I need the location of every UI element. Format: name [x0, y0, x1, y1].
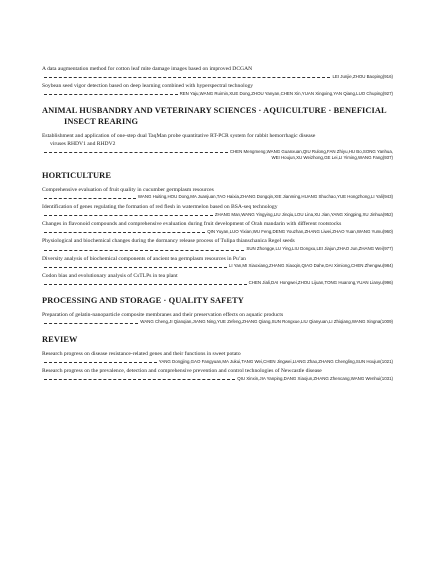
page-number: (960) [382, 228, 393, 234]
dot-leader [44, 215, 213, 216]
author-names: REN Yaju,WANG Ruimin,XUE Dong,ZHOU Yanyan,CHEN Xin,YUAN Xingxing,YAN Qiang,LUO Chuping [179, 90, 383, 96]
dot-leader [44, 379, 235, 380]
author-names: YANG Dongjing,GAO Fangyuan,MA Jukui,TANG Wei,CHEN Jingwei,LIANG Zhao,ZHANG Chengling,SUN Houjun [158, 358, 381, 364]
dot-leader [44, 198, 136, 199]
section-heading [42, 105, 393, 127]
entry-authors [42, 229, 393, 236]
entry-title: Diversity analysis of biochemical components of ancient tea germplasm resources in Pu’an [42, 255, 246, 262]
entry-authors [42, 194, 393, 201]
entry-title: Physiological and biochemical changes during the dormancy release process of Tulipa thianschanica Regel seeds [42, 238, 295, 245]
section-heading-line: HORTICULTURE [42, 170, 112, 180]
entry-authors [42, 376, 393, 383]
entry-authors [42, 212, 393, 219]
toc-entry [42, 312, 393, 326]
author-names: LI Yan,MI Xiaoxiang,ZHANG Xiaoqin,QIAO Dahe,DAI Ximiong,CHEN Zhengwu [228, 263, 383, 269]
dot-leader [44, 250, 244, 251]
dot-leader [44, 77, 330, 78]
toc-entry [42, 221, 393, 235]
toc-entry [42, 256, 393, 270]
page-number: (1009) [380, 319, 393, 325]
dot-leader [44, 362, 157, 363]
entry-title: Comprehensive evaluation of fruit quality in cucumber germplasm resources [42, 186, 214, 193]
entry-title: Identification of genes regulating the formation of red flesh in watermelon based on BSA-seq technology [42, 203, 278, 210]
toc-entry [42, 133, 393, 161]
entry-title: Research progress on disease resistance-related genes and their functions in sweet potato [42, 351, 241, 358]
toc-entry [42, 83, 393, 97]
page-number: (927) [382, 90, 393, 96]
section-heading [42, 334, 393, 345]
dot-leader [44, 232, 205, 233]
dot-leader [44, 323, 138, 324]
entry-title: A data augmentation method for cotton leaf mite damage images based on improved DCGAN [42, 66, 253, 72]
entry-title: Changes in flavonoid compounds and comprehensive evaluation during fruit development of Orah mandarin with different rootstocks [42, 221, 342, 228]
author-names: WEI Houjun,XU Weizhong,GE Lei,LI Yiming,WANG Fang [271, 155, 383, 161]
page-number: (996) [382, 280, 393, 286]
dot-leader [44, 267, 227, 268]
entry-title: Establishment and application of one-step dual TaqMan probe quantitative RT-PCR system for rabbit hemorrhagic disease [42, 133, 316, 140]
author-names: CHEN Jiali,DAI Hongwei,ZHOU Lijuan,TONG Huarong,YUAN Lianyu [248, 280, 383, 286]
entry-authors [42, 319, 393, 326]
toc-entry [42, 351, 393, 365]
author-names: QIU Xinxin,JIA Yanping,DANG Xiaojun,ZHANG Zhencang,WANG Wenhui [237, 375, 381, 381]
author-names: QIN Yuyan,LUO Yixian,WU Feng,DENG Youzhan,ZHANG Liwei,ZHAO Yuan,WANG Yumu [207, 228, 383, 234]
author-names: ZHANG Man,WANG Yingying,LIU Jinqiu,LOU Lina,XU Jian,YANG Xingping,XU Jinhua [214, 211, 383, 217]
page-number: (984) [382, 263, 393, 269]
dot-leader [44, 152, 228, 153]
section-heading [42, 170, 393, 181]
entry-authors [42, 74, 393, 81]
entry-title: viruses RHDV1 and RHDV2 [50, 140, 116, 147]
page-number: (937) [382, 155, 393, 161]
section-heading-line: PROCESSING AND STORAGE · QUALITY SAFETY [42, 295, 244, 305]
entry-authors [42, 359, 393, 366]
entry-title: Soybean seed vigor detection based on deep learning combined with hyperspectral technology [42, 83, 254, 90]
page-number: (977) [382, 245, 393, 251]
toc-entry [42, 187, 393, 201]
page-number: (1021) [380, 358, 393, 364]
entry-authors [42, 280, 393, 287]
author-names: WANG Huiting,HOU Dong,MA Juanjuan,TAO Haixia,ZHANG Dongqin,XIE Jianming,HUANG Shuchao,YUE Hongzhong,LI Yali [137, 194, 383, 200]
page-number: (916) [382, 73, 393, 79]
section-heading [42, 295, 393, 306]
dot-leader [44, 284, 247, 285]
page-number: (952) [382, 211, 393, 217]
toc-entry [42, 238, 393, 252]
author-names: CHEN Mengmeng,WANG Guanxuan,QIU Rulong,FAN Zhiyu,HU Bo,SONG Yanhua, [229, 148, 393, 154]
entry-authors [42, 149, 393, 156]
toc-entry [42, 368, 393, 382]
section-heading-line: ANIMAL HUSBANDRY AND VETERINARY SCIENCES · AQUICULTURE · BENEFICIAL [42, 106, 387, 116]
page-number: (1031) [380, 375, 393, 381]
page-number: (943) [382, 194, 393, 200]
entry-authors [42, 263, 393, 270]
entry-title: Codon bias and evolutionary analysis of CsTLPs in tea plant [42, 272, 178, 279]
author-names: SUN Zhongge,LU Ying,LIU Dongxu,LEI Jiajun,ZHAO Jun,ZHANG Wei [246, 245, 383, 251]
entry-title: Preparation of gelatin-nanoparticle composite membranes and their preservation effects on aquatic products [42, 311, 284, 318]
entry-authors [42, 91, 393, 98]
entry-authors [42, 246, 393, 253]
author-names: WANG Cheng,JI Qianqian,JIANG Ning,YUE Zefeng,ZHANG Qiang,SUN Rongxue,LIU Qianyuan,LI Zhiqiang,WANG Xingna [140, 319, 381, 325]
toc-entry [42, 273, 393, 287]
entry-title: Research progress on the prevalence, detection and comprehensive prevention and control technologies of Newcastle disease [42, 368, 322, 375]
toc-entry [42, 66, 393, 80]
author-names: LEI Junjie,ZHOU Baoping [332, 73, 383, 79]
toc-entry [42, 204, 393, 218]
section-heading-line: REVIEW [42, 335, 78, 345]
dot-leader [44, 94, 178, 95]
section-heading-line: INSECT REARING [64, 117, 139, 127]
entry-authors [42, 155, 393, 162]
